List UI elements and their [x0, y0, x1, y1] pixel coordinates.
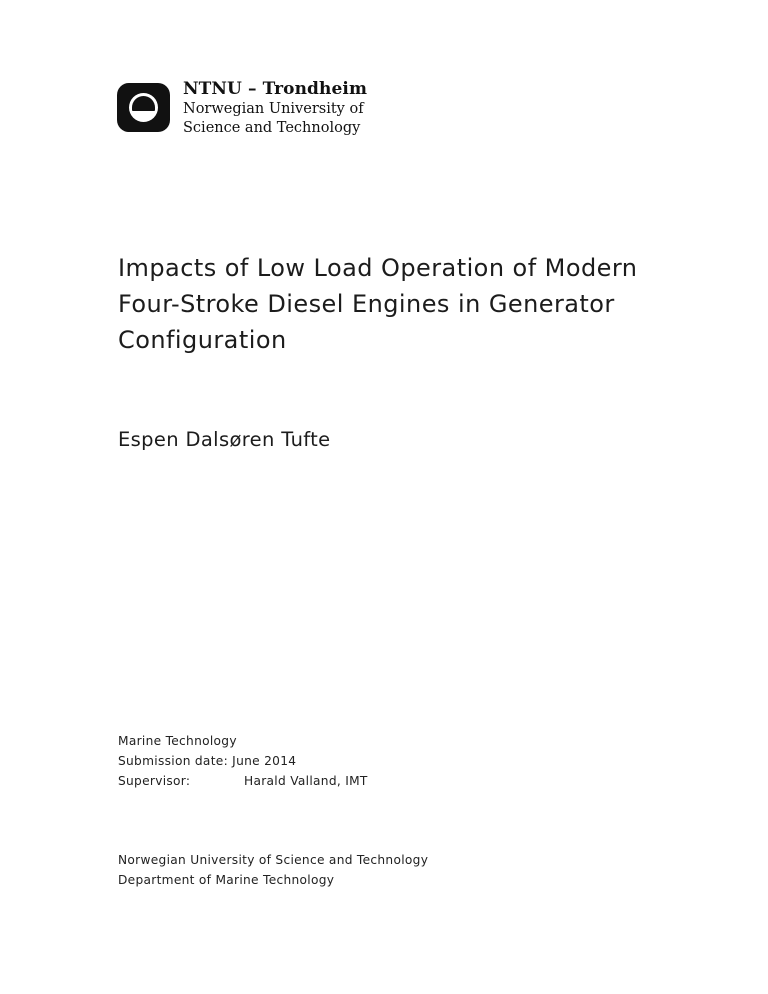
- thesis-title-line2: Four-Stroke Diesel Engines in Generator: [118, 290, 615, 318]
- institution-name-line2: Science and Technology: [183, 120, 361, 136]
- thesis-author: Espen Dalsøren Tufte: [118, 428, 331, 451]
- institution-name-block: [183, 78, 367, 138]
- footer-block: [118, 850, 428, 890]
- institution-short-name: NTNU – Trondheim: [183, 79, 368, 99]
- institution-name-line1: Norwegian University of: [183, 101, 364, 117]
- submission-row: [118, 751, 368, 771]
- supervisor-label: Supervisor:: [118, 774, 191, 788]
- program-row: [118, 731, 368, 751]
- thesis-title: [118, 250, 678, 358]
- logo-inner-circle: [129, 93, 158, 122]
- footer-university: Norwegian University of Science and Technology: [118, 853, 429, 867]
- supervisor-value: Harald Valland, IMT: [244, 774, 368, 788]
- logo-inner-cap: [132, 96, 155, 111]
- thesis-title-line1: Impacts of Low Load Operation of Modern: [118, 254, 638, 282]
- submission-value: June 2014: [232, 754, 297, 768]
- submission-label: Submission date:: [118, 754, 228, 768]
- thesis-title-line3: Configuration: [118, 326, 287, 354]
- ntnu-logo-icon: [117, 83, 170, 132]
- program-name: Marine Technology: [118, 734, 237, 748]
- thesis-details: [118, 731, 368, 791]
- supervisor-row: [118, 771, 368, 791]
- footer-department: Department of Marine Technology: [118, 873, 335, 887]
